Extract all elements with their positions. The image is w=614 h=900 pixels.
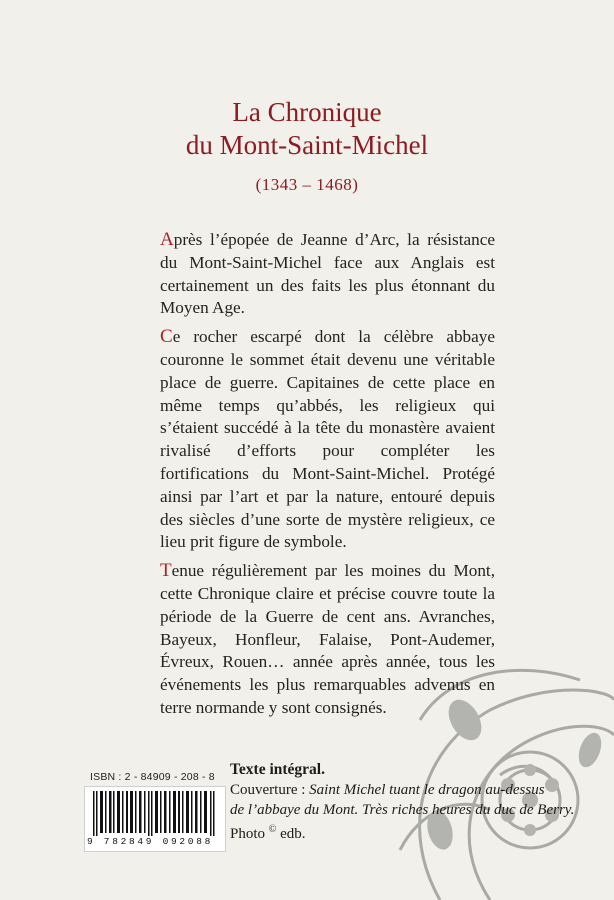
barcode-bars [85, 787, 225, 837]
drop-initial: T [160, 560, 172, 582]
paragraph-text: enue régulièrement par les moines du Mont, cette Chronique claire et précise couvre toute la période de la Guerre de cent ans. Avranches, Bayeux, Honfleur, Falaise, Pont-Audemer, Évreux, Rouen… année après année, tous les événements les plus remarquables advenus en terre normande y sont consignés. [160, 561, 495, 717]
cover-credit-line-1 [230, 780, 560, 800]
photo-credit [230, 820, 560, 844]
paragraph-text: e rocher escarpé dont la célèbre abbaye couronne le sommet était devenu une véritable place de guerre. Capitaines de cette place en même temps qu’abbés, les religieux qui s’étaient succédé à la tête du monastère avaient rivalisé d’efforts pour compléter les fortifications du Mont-Saint-Michel. Protégé ainsi par l’art et par la nature, entouré depuis des siècles d’une sorte de mystère religieux, ce lieu prit figure de symbole. [160, 327, 495, 552]
book-title [0, 96, 614, 162]
barcode-digits: 9 782849 092088 [87, 836, 223, 847]
credits-heading: Texte intégral. [230, 761, 325, 778]
paragraph [160, 326, 495, 554]
copyright-symbol: © [268, 824, 277, 835]
cover-label: Couverture : [230, 782, 306, 798]
isbn-label: ISBN : 2 - 84909 - 208 - 8 [90, 771, 215, 783]
date-range: (1343 – 1468) [255, 175, 359, 194]
title-line-2: du Mont-Saint-Michel [185, 130, 429, 160]
paragraph-text: près l’épopée de Jeanne d’Arc, la résistance du Mont-Saint-Michel face aux Anglais est certainement un des faits les plus étonnant du Moyen Age. [160, 230, 495, 318]
photo-label: Photo [230, 826, 266, 842]
credits-block [230, 760, 575, 844]
cover-description: Saint Michel tuant le dragon au-dessus [309, 782, 545, 798]
paragraph [160, 560, 495, 720]
title-line-1: La Chronique [232, 97, 382, 127]
photo-credit-name: edb. [280, 826, 306, 842]
paragraph [160, 229, 495, 320]
drop-initial: A [160, 229, 174, 250]
drop-initial: C [160, 326, 173, 348]
blurb-text [160, 229, 495, 726]
cover-credit-line-2: de l’abbaye du Mont. Très riches heures du duc de Berry. [230, 802, 575, 818]
